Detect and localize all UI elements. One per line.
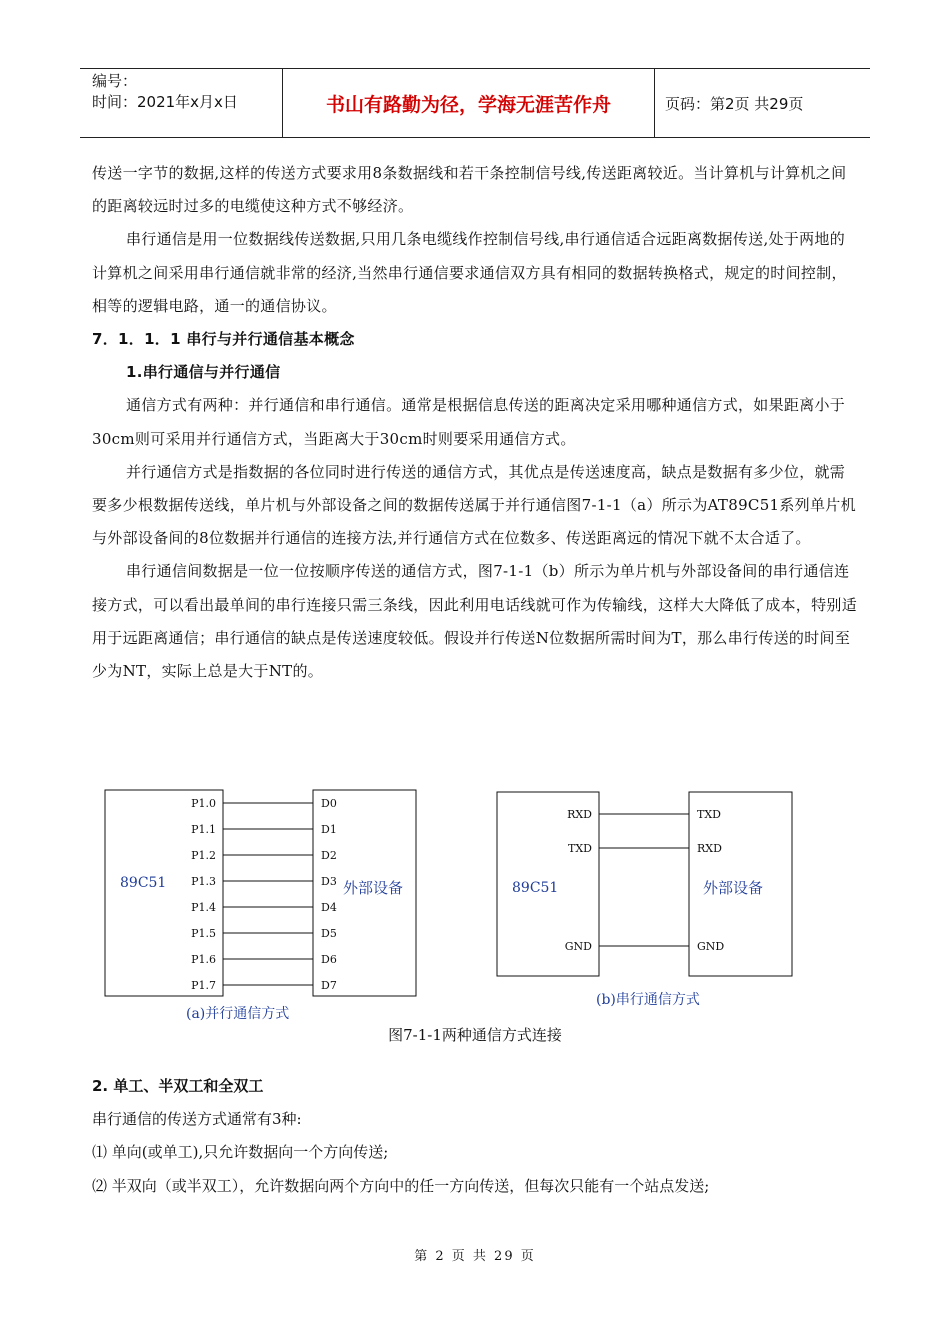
parallel-data-label: D4 <box>321 901 337 914</box>
serial-lines <box>565 808 725 953</box>
paragraph: 通信方式有两种：并行通信和串行通信。通常是根据信息传送的距离决定采用哪种通信方式，如果距离小于30cm则可采用并行通信方式，当距离大于30cm时则要采用通信方式。 <box>92 396 846 448</box>
parallel-data-label: D2 <box>321 849 337 862</box>
paragraph: 并行通信方式是指数据的各位同时进行传送的通信方式，其优点是传送速度高，缺点是数据有多少位，就需要多少根数据传送线，单片机与外部设备之间的数据传送属于并行通信图7-1-1（a）所示为AT89C51系列单片机与外部设备间的8位数据并行通信的连接方法,并行通信方式在位数多、传送距离远的情况下就不太合适了。 <box>92 462 856 548</box>
parallel-lines <box>191 797 337 992</box>
header-date: 时间：2021年x月x日 <box>92 93 238 111</box>
section-title: 7．1．1．1 串行与并行通信基本概念 <box>92 330 355 349</box>
parallel-pin-label: P1.7 <box>191 979 216 992</box>
header-motto: 书山有路勤为径，学海无涯苦作舟 <box>325 93 611 116</box>
parallel-pin-label: P1.5 <box>191 927 216 940</box>
parallel-data-label: D7 <box>321 979 337 992</box>
serial-left-pin-label: GND <box>564 940 592 953</box>
serial-right-pin-label: RXD <box>697 842 722 855</box>
parallel-data-label: D6 <box>321 953 337 966</box>
parallel-pin-label: P1.6 <box>191 953 216 966</box>
list-item: ⑴ 单向(或单工),只允许数据向一个方向传送; <box>92 1143 389 1162</box>
serial-left-pin-label: TXD <box>568 842 592 855</box>
paragraph: 传送一字节的数据,这样的传送方式要求用8条数据线和若干条控制信号线,传送距离较近。当计算机与计算机之间的距离较远时过多的电缆使这种方式不够经济。 <box>92 164 847 216</box>
subsection-title: 1.串行通信与并行通信 <box>126 363 281 382</box>
parallel-pin-label: P1.1 <box>191 823 216 836</box>
serial-right-pin-label: TXD <box>697 808 721 821</box>
header-number: 编号： <box>92 72 138 90</box>
parallel-data-label: D3 <box>321 875 337 888</box>
paragraph: 串行通信间数据是一位一位按顺序传送的通信方式，图7-1-1（b）所示为单片机与外部设备间的串行通信连接方式，可以看出最单间的串行连接只需三条线，因此利用电话线就可作为传输线，这样大大降低了成本，特别适用于远距离通信；串行通信的缺点是传送速度较低。假设并行传送N位数据所需时间为T，那么串行传送的时间至少为NT，实际上总是大于NT的。 <box>92 562 858 681</box>
serial-right-pin-label: GND <box>697 940 725 953</box>
lower-content <box>92 1070 858 1203</box>
figure-caption: 图7-1-1两种通信方式连接 <box>388 1026 562 1044</box>
parallel-data-label: D0 <box>321 797 337 810</box>
parallel-pin-label: P1.2 <box>191 849 216 862</box>
serial-sub-caption: (b)串行通信方式 <box>596 992 700 1008</box>
page-footer: 第 2 页 共 29 页 <box>414 1249 536 1264</box>
parallel-data-label: D1 <box>321 823 337 836</box>
header-page-info: 页码：第2页 共29页 <box>665 94 804 113</box>
subsection-title: 2. 单工、半双工和全双工 <box>92 1077 264 1095</box>
paragraph: 串行通信的传送方式通常有3种: <box>92 1110 302 1129</box>
serial-left-pin-label: RXD <box>567 808 592 821</box>
parallel-pin-label: P1.0 <box>191 797 216 810</box>
parallel-pin-label: P1.3 <box>191 875 216 888</box>
paragraph: 串行通信是用一位数据线传送数据,只用几条电缆线作控制信号线,串行通信适合远距离数据传送,处于两地的计算机之间采用串行通信就非常的经济,当然串行通信要求通信双方具有相同的数据转换格式，规定的时间控制，相等的逻辑电路，通一的通信协议。 <box>92 230 847 315</box>
serial-device-label: 外部设备 <box>703 879 764 897</box>
parallel-chip-label: 89C51 <box>120 875 167 891</box>
serial-chip-label: 89C51 <box>512 880 559 896</box>
parallel-pin-label: P1.4 <box>191 901 216 914</box>
parallel-device-label: 外部设备 <box>343 879 404 897</box>
parallel-data-label: D5 <box>321 927 337 940</box>
parallel-sub-caption: (a)并行通信方式 <box>186 1006 290 1022</box>
list-item: ⑵ 半双向（或半双工），允许数据向两个方向中的任一方向传送，但每次只能有一个站点发送; <box>92 1176 710 1195</box>
